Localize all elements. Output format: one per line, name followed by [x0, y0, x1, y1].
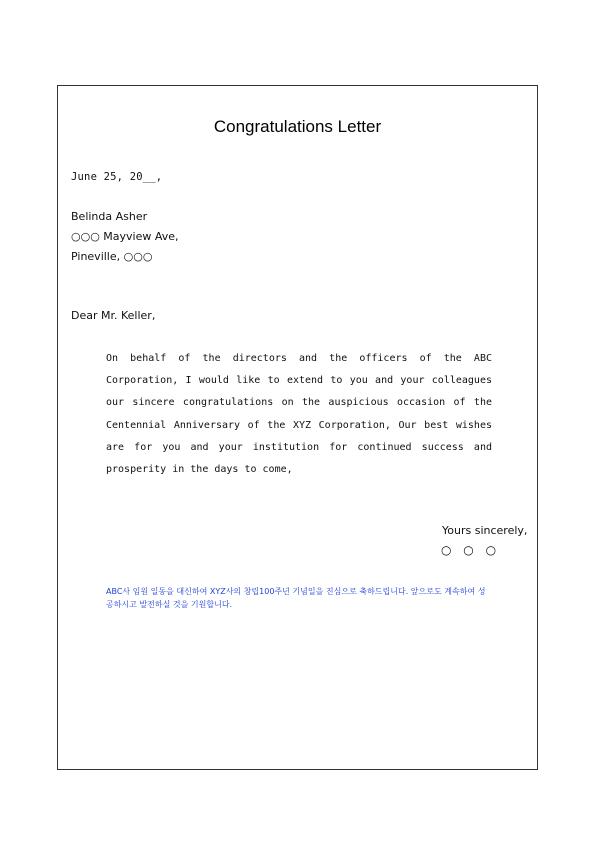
closing-phrase: Yours sincerely, [442, 524, 528, 537]
signature-placeholder: ○ ○ ○ [441, 543, 501, 557]
recipient-city: Pineville, ○○○ [71, 250, 153, 263]
letter-body: On behalf of the directors and the officers of the ABC Corporation, I would like to extend to you and your colleagues our sincere congratulations on the auspicious occasion of the Centennial Anniversary of the XYZ Corporation, Our best wishes are for you and your institution for continued success and prosperity in the days to come, [106, 353, 492, 476]
recipient-name: Belinda Asher [71, 210, 148, 223]
letter-date: June 25, 20__, [71, 171, 163, 183]
letter-title: Congratulations Letter [213, 117, 382, 136]
korean-translation-note: ABC사 임원 일동을 대신하여 XYZ사의 창립100주년 기념일을 진심으로 축하드립니다. 앞으로도 계속하여 성공하시고 발전하실 것을 기원합니다. [106, 587, 486, 609]
recipient-street: ○○○ Mayview Ave, [71, 230, 179, 243]
salutation: Dear Mr. Keller, [71, 309, 156, 322]
